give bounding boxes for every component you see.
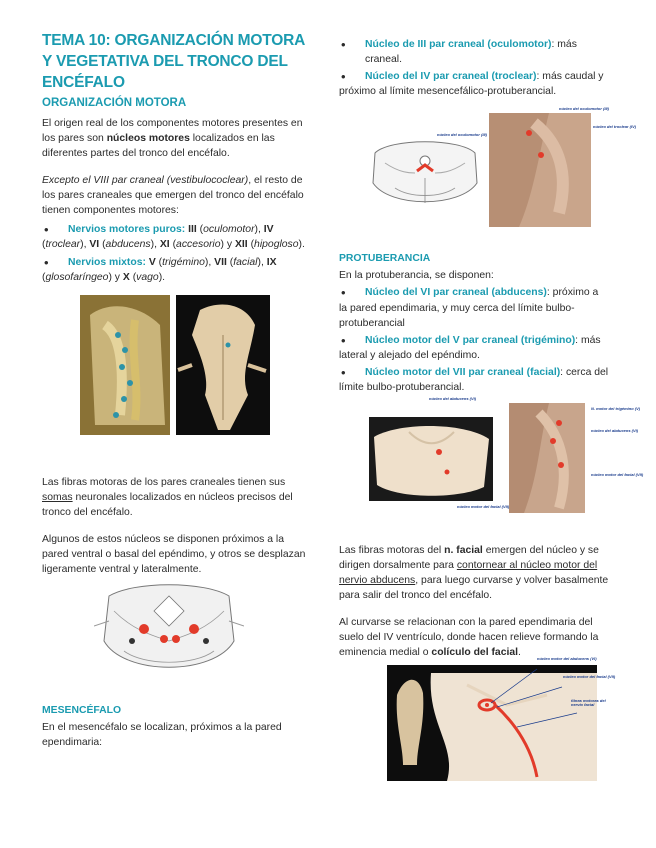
annotation-abducens-top: núcleo del abducens (VI) <box>429 396 477 402</box>
figure-coliculo-facial <box>387 655 616 783</box>
figure-mesencefalo <box>365 106 637 235</box>
page-title: TEMA 10: ORGANIZACIÓN MOTORA Y VEGETATIVA DEL TRONCO DEL ENCÉFALO <box>42 32 305 92</box>
midbrain-photo <box>489 113 591 227</box>
paragraph-origen: El origen real de los componentes motores presentes en los pares son núcleos motores localizados en las diferentes partes del tronco del encéfalo. <box>42 117 303 160</box>
paragraph-excepto: Excepto el VIII par craneal (vestibulococlear), el resto de los pares craneales que emergen del tronco del encéfalo tienen componentes motores: <box>42 175 304 217</box>
paragraph-fibras-somas: Las fibras motoras de los pares craneales tienen sus somas neuronales localizados en núcleos precisos del tronco del encéfalo. <box>42 476 293 518</box>
pons-photo-left <box>369 417 493 501</box>
list-item-vi: • Núcleo del VI par craneal (abducens): próximo a la pared ependimaria, y muy cerca del límite bulbo-protuberancial <box>339 285 609 330</box>
left-column <box>42 30 310 762</box>
facial-colliculus-photo <box>387 665 597 781</box>
protuberancia-list <box>339 285 609 395</box>
annotation-facial-figure: núcleo motor del facial (VII) <box>563 673 616 679</box>
right-column <box>339 37 644 783</box>
figure-cross-section <box>94 581 310 699</box>
paragraph-coliculo: Al curvarse se relacionan con la pared ependimaria del suelo del IV ventrículo, donde hacen relieve formando la eminencia medial o colículo del facial. <box>339 617 599 659</box>
nerve-list <box>42 222 310 284</box>
list-item-iv: • Núcleo del IV par craneal (troclear): más caudal y próximo al límite mesencefálico-protuberancial. <box>339 69 609 99</box>
section-heading-protuberancia: PROTUBERANCIA <box>339 253 431 265</box>
paragraph-nucleos-disposicion: Algunos de estos núcleos se disponen próximos a la pared ventral o basal del epéndimo, y otros se desplazan ligeramente ventral y lateralmente. <box>42 533 306 576</box>
annotation-facial-bottom: núcleo motor del facial (VII) <box>457 504 510 510</box>
cross-section-diagram <box>94 581 244 693</box>
midbrain-diagram <box>365 133 485 213</box>
list-item-puros: • Nervios motores puros: III (oculomotor), IV (troclear), VI (abducens), XI (accesorio) y XII (hipogloso). <box>42 222 310 252</box>
list-item-v: • Núcleo motor del V par craneal (trigémino): más lateral y alejado del epéndimo. <box>339 333 609 363</box>
figure-protuberancia <box>369 396 644 533</box>
annotation-trigemino: N. motor del trigémino (V) <box>591 406 641 412</box>
list-item-iii: • Núcleo de III par craneal (oculomotor): más craneal. <box>339 37 609 67</box>
paragraph-mesencefalo: En el mesencéfalo se localizan, próximos a la pared ependimaria: <box>42 722 282 749</box>
pons-photo-right <box>509 403 585 513</box>
list-item-vii: • Núcleo motor del VII par craneal (facial): cerca del límite bulbo-protuberancial. <box>339 365 609 395</box>
section-heading-organizacion: ORGANIZACIÓN MOTORA <box>42 97 187 110</box>
annotation-abducens-figure: núcleo motor del abducens (VI) <box>537 655 597 661</box>
section-heading-mesencefalo: MESENCÉFALO <box>42 705 122 717</box>
annotation-oculomotor-right: núcleo del oculomotor (III) <box>559 106 609 112</box>
annotation-fibras-facial: fibras motoras del nervio facial <box>571 697 606 707</box>
paragraph-fibras-facial: Las fibras motoras del n. facial emergen del núcleo y se dirigen dorsalmente para contornear al núcleo motor del nervio abducens, para luego curvarse y volver basalmente para salir del tronco del encéfalo. <box>339 545 609 602</box>
annotation-facial-right: núcleo motor del facial (VII) <box>591 472 644 478</box>
annotation-abducens-right: núcleo del abducens (VI) <box>591 428 639 434</box>
brainstem-photo-image <box>80 295 270 435</box>
paragraph-protuberancia-intro: En la protuberancia, se disponen: <box>339 270 494 282</box>
annotation-troclear: núcleo del troclear (IV) <box>593 124 637 130</box>
mesencefalo-list <box>339 37 609 99</box>
list-item-mixtos: • Nervios mixtos: V (trigémino), VII (facial), IX (glosofaríngeo) y X (vago). <box>42 255 310 285</box>
annotation-oculomotor-left: núcleo del oculomotor (III) <box>437 132 487 138</box>
figure-brainstem-photos <box>80 295 310 445</box>
